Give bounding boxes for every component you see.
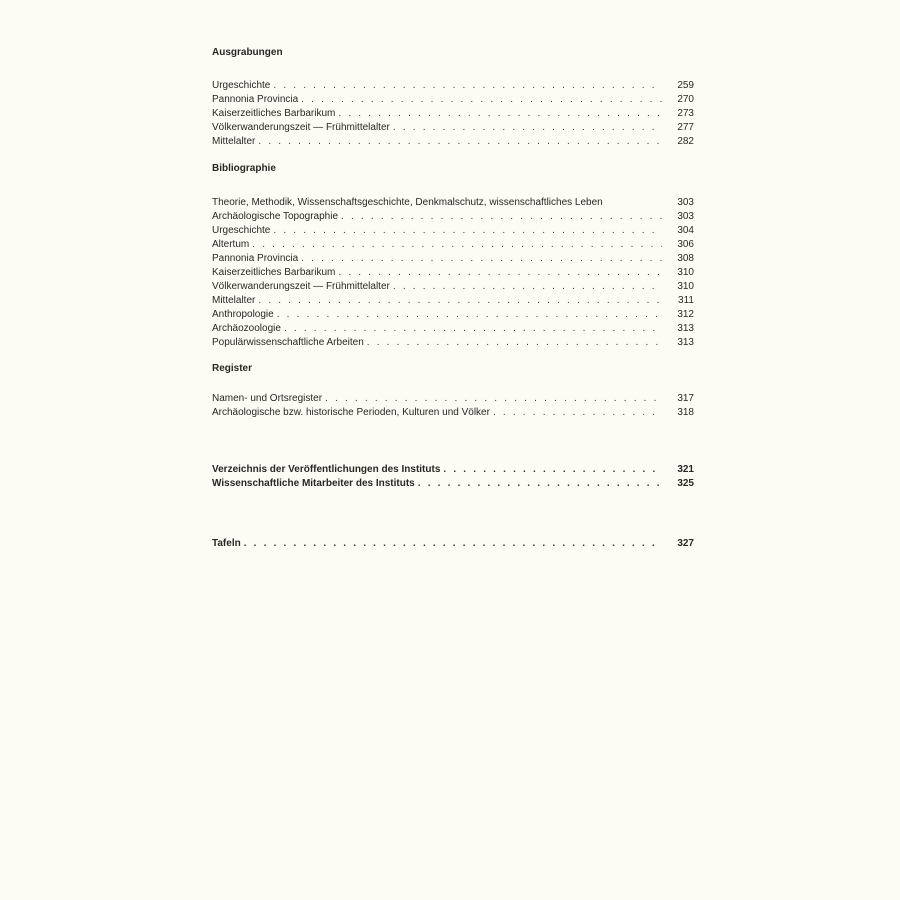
toc-entry[interactable]	[212, 252, 694, 266]
entry-title: Kaiserzeitliches Barbarikum	[212, 108, 336, 119]
dot-leader	[284, 322, 662, 336]
entry-page-number: 310	[677, 281, 694, 292]
toc-entry[interactable]	[212, 210, 694, 224]
entry-list	[212, 392, 694, 420]
dot-leader	[443, 463, 662, 477]
entry-page-number: 270	[677, 94, 694, 105]
entry-page-number: 318	[677, 407, 694, 418]
toc-entry[interactable]	[212, 266, 694, 280]
toc-entry[interactable]	[212, 93, 694, 107]
dot-leader	[273, 79, 662, 93]
section-register	[212, 362, 694, 420]
entry-title: Völkerwanderungszeit — Frühmittelalter	[212, 122, 390, 133]
toc-entry[interactable]	[212, 196, 694, 210]
toc-entry[interactable]	[212, 280, 694, 294]
section-bibliographie	[212, 162, 694, 350]
entry-page-number: 310	[677, 267, 694, 278]
entry-list	[212, 196, 694, 350]
dot-leader	[244, 537, 662, 551]
dot-leader	[277, 308, 662, 322]
entry-title: Archäologische bzw. historische Perioden, Kulturen und Völker	[212, 407, 490, 418]
dot-leader	[301, 93, 662, 107]
entry-page-number: 303	[677, 197, 694, 208]
dot-leader	[367, 336, 662, 350]
entry-title: Mittelalter	[212, 136, 256, 147]
dot-leader	[258, 135, 662, 149]
entry-title: Verzeichnis der Veröffentlichungen des Instituts	[212, 464, 441, 475]
toc-entry[interactable]	[212, 537, 694, 551]
entry-title: Namen- und Ortsregister	[212, 393, 323, 404]
entry-page-number: 313	[677, 337, 694, 348]
entry-page-number: 308	[677, 253, 694, 264]
dot-leader	[258, 294, 662, 308]
entry-page-number: 304	[677, 225, 694, 236]
entry-title: Wissenschaftliche Mitarbeiter des Instituts	[212, 478, 415, 489]
entry-title: Pannonia Provincia	[212, 94, 299, 105]
toc-entry[interactable]	[212, 121, 694, 135]
entry-page-number: 327	[677, 538, 694, 549]
section-heading: Bibliographie	[212, 163, 276, 174]
entry-list	[212, 463, 694, 491]
entry-title: Populärwissenschaftliche Arbeiten	[212, 337, 364, 348]
entry-title: Mittelalter	[212, 295, 256, 306]
toc-entry[interactable]	[212, 79, 694, 93]
entry-page-number: 303	[677, 211, 694, 222]
toc-entry[interactable]	[212, 322, 694, 336]
toc-entry[interactable]	[212, 392, 694, 406]
toc-entry[interactable]	[212, 107, 694, 121]
dot-leader	[341, 210, 662, 224]
entry-title: Archäozoologie	[212, 323, 281, 334]
entry-page-number: 259	[677, 80, 694, 91]
entry-list	[212, 537, 694, 551]
toc-entry[interactable]	[212, 477, 694, 491]
entry-page-number: 273	[677, 108, 694, 119]
section-tafeln	[212, 537, 694, 551]
entry-title: Urgeschichte	[212, 225, 271, 236]
entry-page-number: 312	[677, 309, 694, 320]
section-ausgrabungen	[212, 46, 694, 149]
entry-page-number: 282	[677, 136, 694, 147]
dot-leader	[493, 406, 662, 420]
entry-title: Kaiserzeitliches Barbarikum	[212, 267, 336, 278]
toc-entry[interactable]	[212, 406, 694, 420]
entry-page-number: 325	[677, 478, 694, 489]
toc-entry[interactable]	[212, 294, 694, 308]
entry-title: Anthropologie	[212, 309, 274, 320]
section-institut	[212, 463, 694, 491]
dot-leader	[393, 121, 662, 135]
entry-page-number: 317	[677, 393, 694, 404]
entry-title: Altertum	[212, 239, 250, 250]
entry-page-number: 311	[678, 295, 694, 306]
dot-leader	[338, 266, 662, 280]
section-heading: Register	[212, 363, 253, 374]
section-heading: Ausgrabungen	[212, 47, 283, 58]
dot-leader	[252, 238, 662, 252]
dot-leader	[338, 107, 662, 121]
toc-entry[interactable]	[212, 224, 694, 238]
entry-title: Tafeln	[212, 538, 241, 549]
dot-leader	[273, 224, 662, 238]
entry-page-number: 306	[677, 239, 694, 250]
entry-title: Pannonia Provincia	[212, 253, 299, 264]
toc-entry[interactable]	[212, 135, 694, 149]
toc-entry[interactable]	[212, 308, 694, 322]
entry-list	[212, 79, 694, 149]
entry-title: Archäologische Topographie	[212, 211, 339, 222]
toc-entry[interactable]	[212, 238, 694, 252]
toc-entry[interactable]	[212, 463, 694, 477]
dot-leader	[301, 252, 662, 266]
dot-leader	[393, 280, 662, 294]
dot-leader	[325, 392, 662, 406]
toc-entry[interactable]	[212, 336, 694, 350]
entry-page-number: 313	[677, 323, 694, 334]
entry-title: Völkerwanderungszeit — Frühmittelalter	[212, 281, 390, 292]
entry-page-number: 321	[677, 464, 694, 475]
entry-title: Urgeschichte	[212, 80, 271, 91]
entry-title: Theorie, Methodik, Wissenschaftsgeschichte, Denkmalschutz, wissenschaftliches Leben	[212, 197, 603, 208]
entry-page-number: 277	[677, 122, 694, 133]
dot-leader	[418, 477, 662, 491]
